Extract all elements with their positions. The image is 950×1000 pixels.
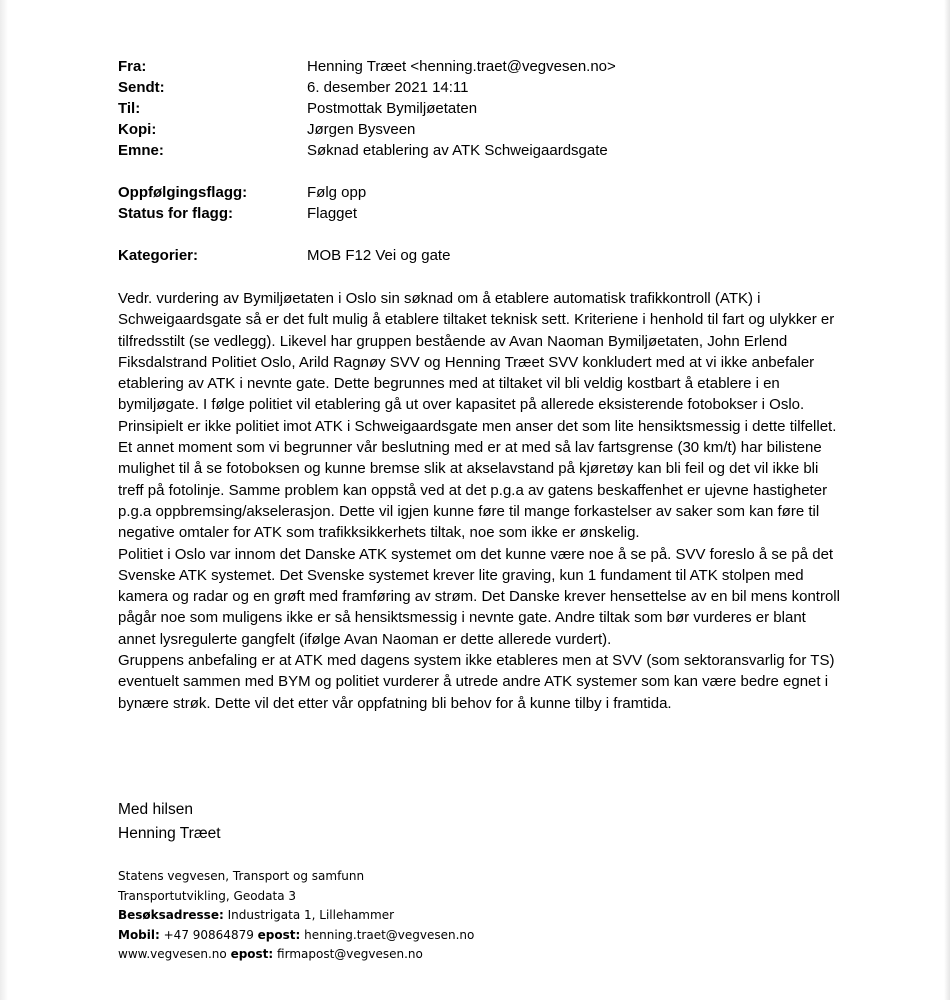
flag-label: Oppfølgingsflagg:	[118, 184, 248, 201]
body-paragraph: Politiet i Oslo var innom det Danske ATK systemet om det kunne være noe å se på. SVV foreslo å se på det Svenske ATK systemet. Det Svenske systemet krever lite graving, kun 1 fundament til ATK stolpen med kamera og radar og en grøft med framføring av strøm. Det Danske krever hensettelse av en bil mens kontroll pågår noe som muligens ikke er så hensiktsmessig i nevnte gate. Andre tiltak som bør vurderes er blant annet lysregulerte gangfelt (ifølge Avan Naoman er dette allerede vurdert).	[118, 545, 840, 648]
web-email-label: epost:	[230, 947, 274, 961]
from-value: Henning Træet <henning.traet@vegvesen.no>	[307, 58, 616, 75]
email-label: epost:	[257, 927, 301, 942]
email-header	[118, 56, 616, 266]
header-row-subject	[118, 140, 616, 161]
website-link[interactable]: www.vegvesen.no	[118, 947, 231, 961]
header-row-flag-status	[118, 203, 616, 224]
categories-value: MOB F12 Vei og gate	[307, 247, 451, 264]
from-label: Fra:	[118, 58, 147, 75]
header-spacer	[118, 161, 616, 182]
flag-status-label: Status for flagg:	[118, 205, 233, 222]
sender-name: Henning Træet	[118, 825, 221, 842]
header-row-flag	[118, 182, 616, 203]
signature-dept: Transportutvikling, Geodata 3	[118, 888, 297, 903]
body-paragraph: Vedr. vurdering av Bymiljøetaten i Oslo sin søknad om å etablere automatisk trafikkontroll (ATK) i Schweigaardsgate så er det fult mulig å etablere tiltaket teknisk sett. Kriteriene i henhold til fart og ulykker er tilfredsstilt (se vedlegg). Likevel har gruppen bestående av Avan Naoman Bymiljøetaten, John Erlend Fiksdalstrand Politiet Oslo, Arild Ragnøy SVV og Henning Træet SVV konkludert med at vi ikke anbefaler etablering av ATK i nevnte gate. Dette begrunnes med at tiltaket vil bli veldig kostbart å etablere i en bymiljøgate. I følge politiet vil etablering gå ut over kapasitet på allerede eksisterende fotobokser i Oslo. Prinsipielt er ikke politiet imot ATK i Schweigaardsgate men anser det som lite hensiktsmessig i dette tilfellet.	[118, 290, 837, 435]
flag-value: Følg opp	[307, 184, 367, 201]
body-paragraph: Et annet moment som vi begrunner vår beslutning med er at med så lav fartsgrense (30 km/t) har bilistene mulighet til å se fotoboksen og kunne bremse slik at akselavstand på kjøretøy kan bli feil og det vil ikke bli treff på fotolinje. Samme problem kan oppstå ved at det p.g.a av gatens beskaffenhet er ujevne hastigheter p.g.a oppbremsing/akselerasjon. Dette vil igjen kunne føre til mange forkastelser av saker som kan føre til negative omtaler for ATK som trafikksikkerhets tiltak, noe som ikke er ønskelig.	[118, 439, 828, 542]
header-row-from	[118, 56, 616, 77]
signature-contact-row	[118, 926, 474, 946]
page-edge-shadow-right	[944, 0, 950, 1000]
sent-value: 6. desember 2021 14:11	[307, 79, 469, 96]
visit-address-label: Besøksadresse:	[118, 908, 224, 922]
mobile-value: +47 90864879	[159, 927, 258, 942]
email-signature	[118, 867, 474, 965]
to-value: Postmottak Bymiljøetaten	[307, 100, 478, 117]
signature-org: Statens vegvesen, Transport og samfunn	[118, 869, 365, 883]
header-spacer	[118, 224, 616, 245]
cc-value: Jørgen Bysveen	[307, 121, 416, 138]
signature-visit-row	[118, 906, 474, 926]
header-row-sent	[118, 77, 616, 98]
subject-label: Emne:	[118, 142, 164, 159]
email-closing	[118, 798, 221, 846]
cc-label: Kopi:	[118, 121, 157, 138]
email-body	[118, 288, 840, 714]
mobile-label: Mobil:	[118, 927, 160, 942]
to-label: Til:	[118, 100, 141, 117]
visit-address-value: Industrigata 1, Lillehammer	[223, 908, 395, 922]
body-paragraph: Gruppens anbefaling er at ATK med dagens system ikke etableres men at SVV (som sektoransvarlig for TS) eventuelt sammen med BYM og politiet vurderer å utrede andre ATK systemer som kan være bedre egnet i bynære strøk. Dette vil det etter vår oppfatning bli behov for å kunne tilby i framtida.	[118, 652, 835, 712]
flag-status-value: Flagget	[307, 205, 358, 222]
categories-label: Kategorier:	[118, 247, 199, 264]
page-edge-shadow-left	[0, 0, 8, 1000]
signature-web-row	[118, 945, 474, 965]
header-row-cc	[118, 119, 616, 140]
subject-value: Søknad etablering av ATK Schweigaardsgate	[307, 142, 608, 159]
header-row-to	[118, 98, 616, 119]
closing-greeting: Med hilsen	[118, 801, 193, 818]
email-value: henning.traet@vegvesen.no	[300, 927, 475, 942]
web-email-value[interactable]: firmapost@vegvesen.no	[273, 947, 423, 961]
header-row-categories	[118, 245, 616, 266]
sent-label: Sendt:	[118, 79, 165, 96]
